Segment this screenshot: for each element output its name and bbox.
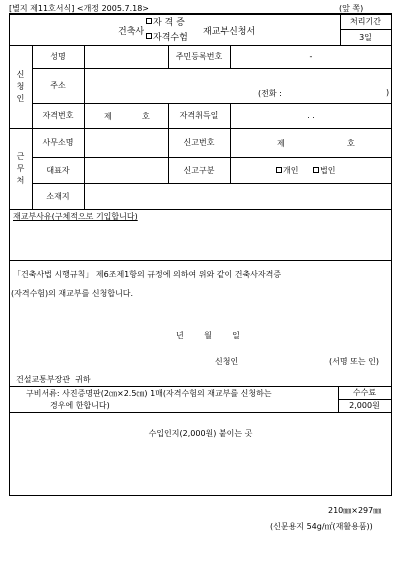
location-label: 소재지 [46, 191, 70, 201]
fee-value: 2,000원 [349, 401, 380, 410]
processing-period-label: 처리기간 [350, 17, 381, 26]
name-label: 성명 [50, 52, 66, 61]
revenue-stamp-label: 수입인지(2,000원) 붙이는 곳 [148, 428, 253, 438]
signature-label: (서명 또는 인) [329, 356, 379, 366]
statement-line-1: 「건축사법 시행규칙」 제6조제1항의 규정에 의하여 위와 같이 건축사자격증 [13, 269, 282, 279]
paper-spec: (신문용지 54g/㎡(재활용품)) [270, 522, 373, 531]
paper-size: 210㎜×297㎜ [328, 506, 382, 515]
report-number-label: 신고번호 [183, 138, 215, 147]
rrn-label: 주민등록번호 [175, 52, 223, 61]
title-prefix: 건축사 [118, 26, 145, 37]
report-type-corporation[interactable]: 법인 [313, 157, 335, 183]
address-label: 주소 [50, 81, 66, 90]
checkbox-icon[interactable] [313, 167, 319, 173]
title-option-license: 자 격 증 [146, 15, 185, 27]
rrn-field[interactable]: - [309, 52, 313, 61]
representative-field[interactable] [85, 158, 167, 182]
phone-label: (전화 : [258, 89, 282, 98]
form-number: [별지 제11호서식] <개정 2005.7.18> [9, 3, 149, 13]
license-number-label: 자격번호 [42, 111, 74, 120]
checkbox-icon[interactable] [276, 167, 282, 173]
office-name-label: 사무소명 [42, 138, 74, 147]
license-number-field[interactable]: 제 호 [104, 112, 150, 121]
report-type-individual[interactable]: 개인 [276, 157, 298, 183]
representative-label: 대표자 [46, 165, 70, 175]
office-section-label: 근 무 처 [16, 151, 25, 185]
phone-close: ) [386, 88, 390, 97]
required-documents-line-1: 구비서류: 사진증명판(2㎝×2.5㎝) 1매(자격수험의 재교부를 신청하는 [26, 389, 272, 398]
required-documents-line-2: 경우에 한합니다) [50, 401, 110, 410]
location-field[interactable] [85, 184, 390, 208]
application-date[interactable]: 년 월 일 [176, 330, 240, 340]
name-field[interactable] [85, 46, 167, 67]
reissue-reason-label: 재교부사유(구체적으로 기입합니다) [13, 212, 138, 221]
checkbox-icon [146, 18, 152, 24]
acquisition-date-field[interactable]: . . [307, 111, 315, 120]
fee-label: 수수료 [352, 388, 377, 397]
form-title: 재교부신청서 [203, 26, 256, 37]
acquisition-date-label: 자격취득일 [179, 111, 219, 120]
applicant-label: 신청인 [215, 356, 239, 366]
addressee: 건설교통부장관 귀하 [16, 374, 91, 384]
processing-period-value: 3일 [359, 33, 372, 42]
report-number-field[interactable]: 제 호 [277, 139, 355, 148]
title-option-exam: 자격수험 [146, 30, 188, 42]
statement-line-2: (자격수험)의 재교부를 신청합니다. [11, 288, 134, 298]
revenue-stamp-area[interactable] [10, 413, 390, 494]
reissue-reason-field[interactable] [10, 224, 390, 259]
page-side-label: (앞 쪽) [339, 3, 364, 13]
checkbox-icon [146, 33, 152, 39]
office-name-field[interactable] [85, 129, 167, 156]
report-type-label: 신고구분 [183, 165, 215, 175]
address-field[interactable] [85, 69, 390, 102]
applicant-section-label: 신 청 인 [16, 69, 25, 103]
